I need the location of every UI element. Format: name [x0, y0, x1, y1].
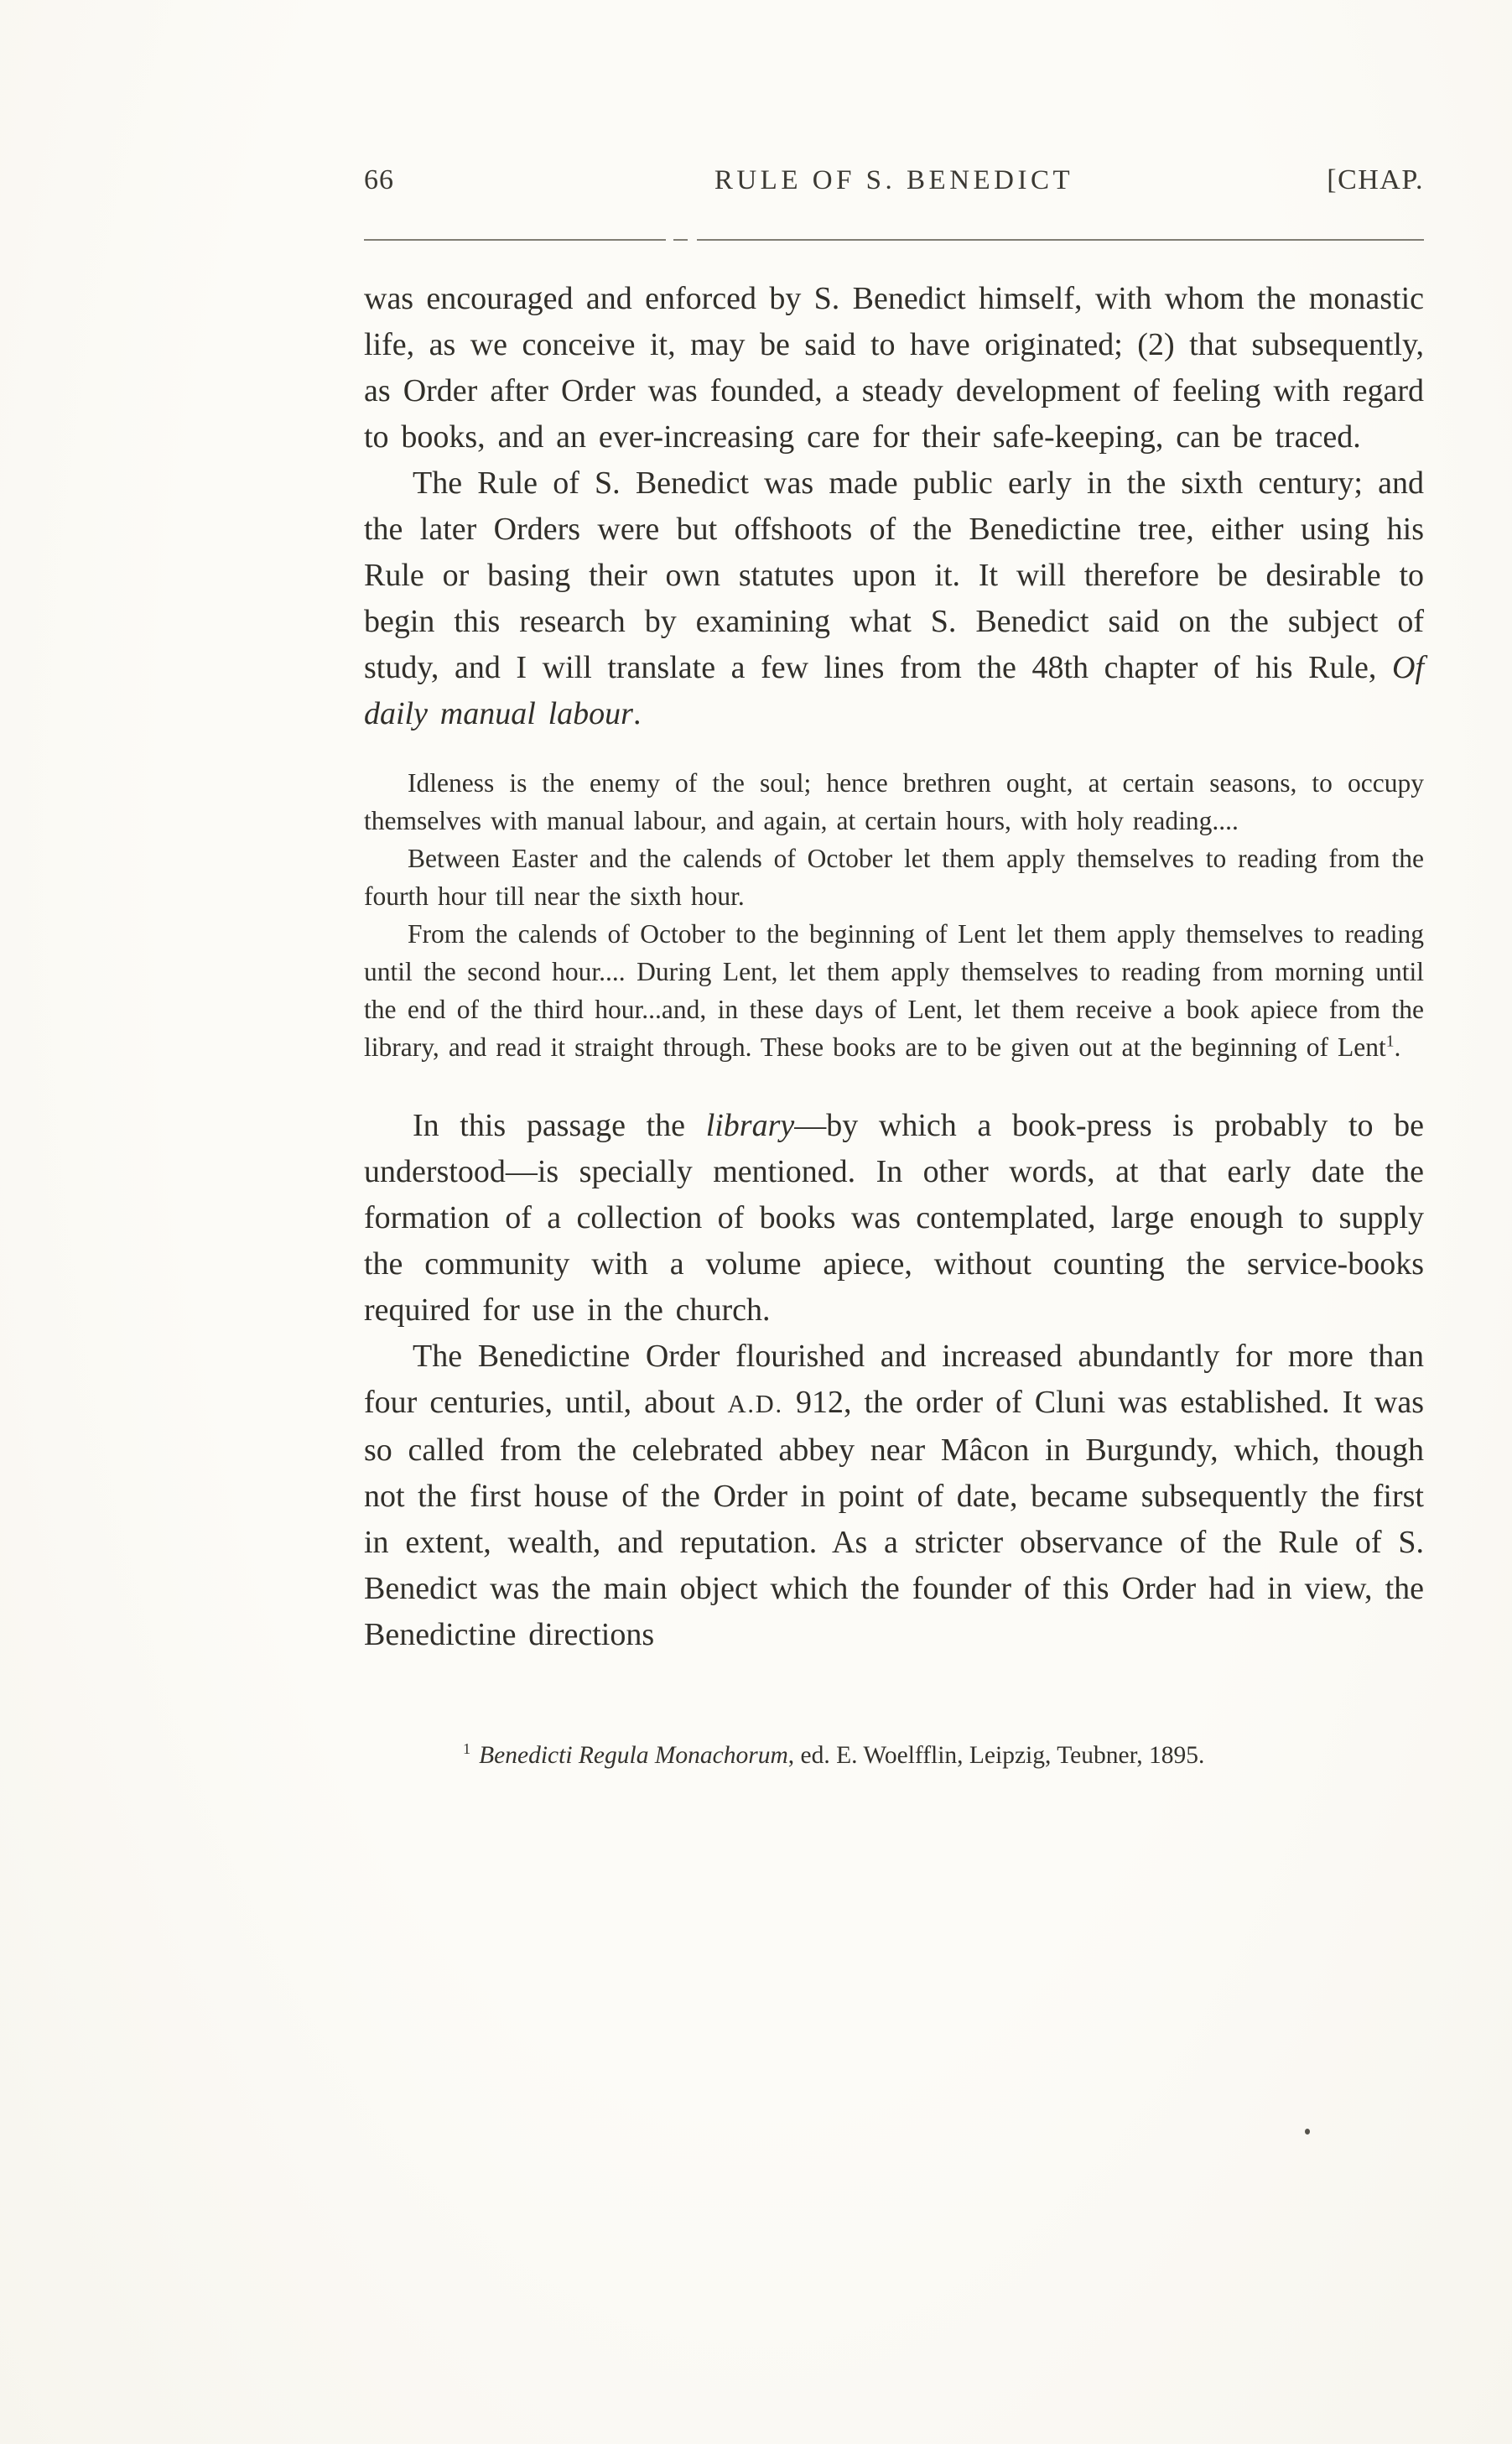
paragraph-text: The Benedictine Order flourished and increased abundantly for more than four centuries, until, about [364, 1339, 1424, 1420]
footnote-work-title: Benedicti Regula Monachorum [479, 1742, 788, 1769]
quote-text: . [1394, 1032, 1401, 1062]
quote-paragraph-calends [364, 915, 1424, 1066]
quote-text: Between Easter and the calends of October let them apply themselves to reading from the fourth hour till near the sixth hour. [364, 844, 1424, 911]
italic-phrase-rule-title: Of daily manual labour [364, 650, 1424, 731]
paragraph-rule-public [364, 460, 1424, 737]
paragraph-benedictine-order [364, 1334, 1424, 1658]
rule-segment [673, 239, 687, 241]
paragraph-text: —by which a book-press is probably to be understood—is specially mentioned. In other words, at that early date the formation of a collection of books was contemplated, large enough to supply the community with a volume apiece, without counting the service-books required for use in the church. [364, 1108, 1424, 1328]
paragraph-text: In this passage the [413, 1108, 706, 1143]
chapter-label: [CHAP. [1327, 164, 1424, 195]
smallcaps-ad: A.D. [727, 1390, 783, 1418]
rule-segment [697, 239, 1424, 241]
paragraph-library [364, 1103, 1424, 1334]
paragraph-text: The Rule of S. Benedict was made public early in the sixth century; and the later Orders were but offshoots of the Benedictine tree, either using his Rule or basing their own statutes upon it. It will therefore be desirable to begin this research by examining what S. Benedict said on the subject of study, and I will translate a few lines from the 48th chapter of his Rule, [364, 465, 1424, 685]
quote-paragraph-idleness [364, 764, 1424, 840]
page-number: 66 [364, 164, 394, 195]
text-block [364, 164, 1424, 1772]
running-title: RULE OF S. BENEDICT [714, 165, 1074, 195]
block-quote [364, 764, 1424, 1066]
quote-text: From the calends of October to the beginning of Lent let them apply themselves to reading until the second hour.... During Lent, let them apply themselves to reading from morning until the end of the third hour...and, in these days of Lent, let them receive a book apiece from the library, and read it straight through. These books are to be given out at the beginning of Lent [364, 919, 1424, 1062]
italic-phrase-library: library [705, 1108, 795, 1143]
ink-speck [1305, 2129, 1310, 2135]
paragraph-text: 912, the order of Cluni was established. It was so called from the celebrated abbey near Mâcon in Burgundy, which, though not the first house of the Order in point of date, became subsequently the first in extent, wealth, and reputation. As a stricter observance of the Rule of S. Benedict was the main object which the founder of this Order had in view, the Benedictine directions [364, 1385, 1424, 1652]
footnote-text: , ed. E. Woelfflin, Leipzig, Teubner, 1895. [787, 1742, 1205, 1769]
body-text [364, 276, 1424, 1772]
paragraph-text: was encouraged and enforced by S. Benedict himself, with whom the monastic life, as we conceive it, may be said to have originated; (2) that subsequently, as Order after Order was founded, a steady development of feeling with regard to books, and an ever-increasing care for their safe-keeping, can be traced. [364, 281, 1424, 455]
quote-text: Idleness is the enemy of the soul; hence brethren ought, at certain seasons, to occupy themselves with manual labour, and again, at certain hours, with holy reading.... [364, 768, 1424, 835]
header-rule [364, 238, 1424, 241]
rule-segment [364, 239, 666, 241]
running-header [364, 164, 1424, 203]
quote-paragraph-easter [364, 840, 1424, 915]
footnote [463, 1739, 1424, 1772]
paragraph-continuation [364, 276, 1424, 460]
footnote-marker: 1 [463, 1740, 471, 1758]
paragraph-text: . [632, 696, 642, 731]
footnote-reference: 1 [1385, 1032, 1395, 1051]
